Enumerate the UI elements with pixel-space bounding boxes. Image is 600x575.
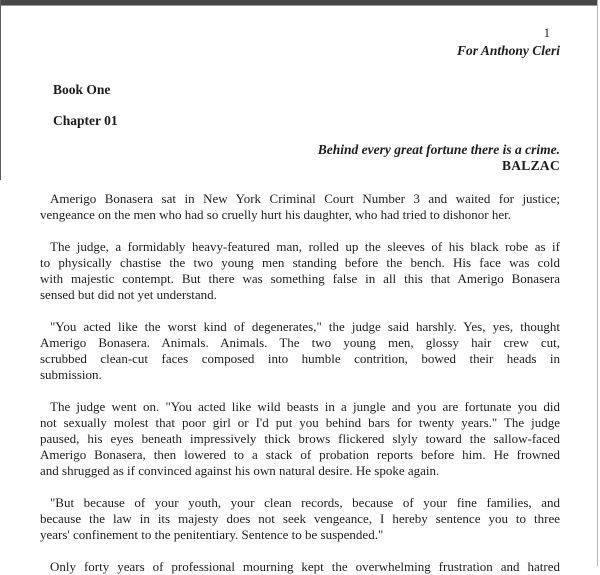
chapter-heading: Chapter 01 (53, 113, 118, 128)
paragraph (40, 239, 560, 303)
paragraph (40, 399, 560, 479)
text-line: sensed but did not yet understand. (40, 287, 217, 302)
text-line: not sexually molest that poor girl or I'd put you behind bars for twenty years." The judge (40, 415, 560, 430)
paragraph (40, 191, 560, 223)
body-text (40, 191, 560, 575)
text-line: scrubbed clean-cut faces composed into humble contrition, bowed their heads in (40, 351, 560, 366)
paragraph (40, 495, 560, 543)
text-line: and shrugged as if convinced against his own natural desire. He spoke again. (40, 463, 440, 478)
text-line: The judge, a formidably heavy-featured man, rolled up the sleeves of his black robe as if (50, 239, 560, 254)
dedication-line: For Anthony Cleri (456, 43, 560, 58)
text-line: "But because of your youth, your clean records, because of your fine families, and (50, 495, 560, 510)
paragraph (40, 319, 560, 383)
epigraph-quote: Behind every great fortune there is a crime. (317, 142, 560, 157)
text-line: "You acted like the worst kind of degenerates," the judge said harshly. Yes, yes, thought (50, 319, 560, 334)
epigraph-attribution: BALZAC (501, 158, 560, 173)
text-line: years' confinement to the penitentiary. Sentence to be suspended." (40, 527, 384, 542)
text-line: Amerigo Bonasera. Animals. Animals. The two young men, glossy hair crew cut, (40, 335, 560, 350)
text-line: Only forty years of professional mourning kept the overwhelming frustration and hatred (50, 559, 560, 574)
text-line: submission. (40, 367, 102, 382)
text-line: because the law in its majesty does not seek vengeance, I hereby sentence you to three (40, 511, 560, 526)
paragraph (40, 559, 560, 575)
text-line: with majestic contempt. But there was something false in all this that Amerigo Bonasera (40, 271, 560, 286)
page-number: 1 (543, 26, 550, 40)
text-line: The judge went on. "You acted like wild beasts in a jungle and you are fortunate you did (50, 399, 560, 414)
text-line: Amerigo Bonasera sat in New York Criminal Court Number 3 and waited for justice; (50, 191, 560, 206)
text-line: Amerigo Bonasera, then lowered to a stack of probation reports before him. He frowned (40, 447, 560, 462)
text-line: to physically chastise the two young men standing before the bench. His face was cold (40, 255, 560, 270)
text-line: paused, his eyes beneath impressively thick brows flickered slyly toward the sallow-faced (40, 431, 560, 446)
text-line: vengeance on the men who had so cruelly hurt his daughter, who had tried to dishonor her. (40, 207, 511, 222)
book-heading: Book One (53, 82, 111, 97)
